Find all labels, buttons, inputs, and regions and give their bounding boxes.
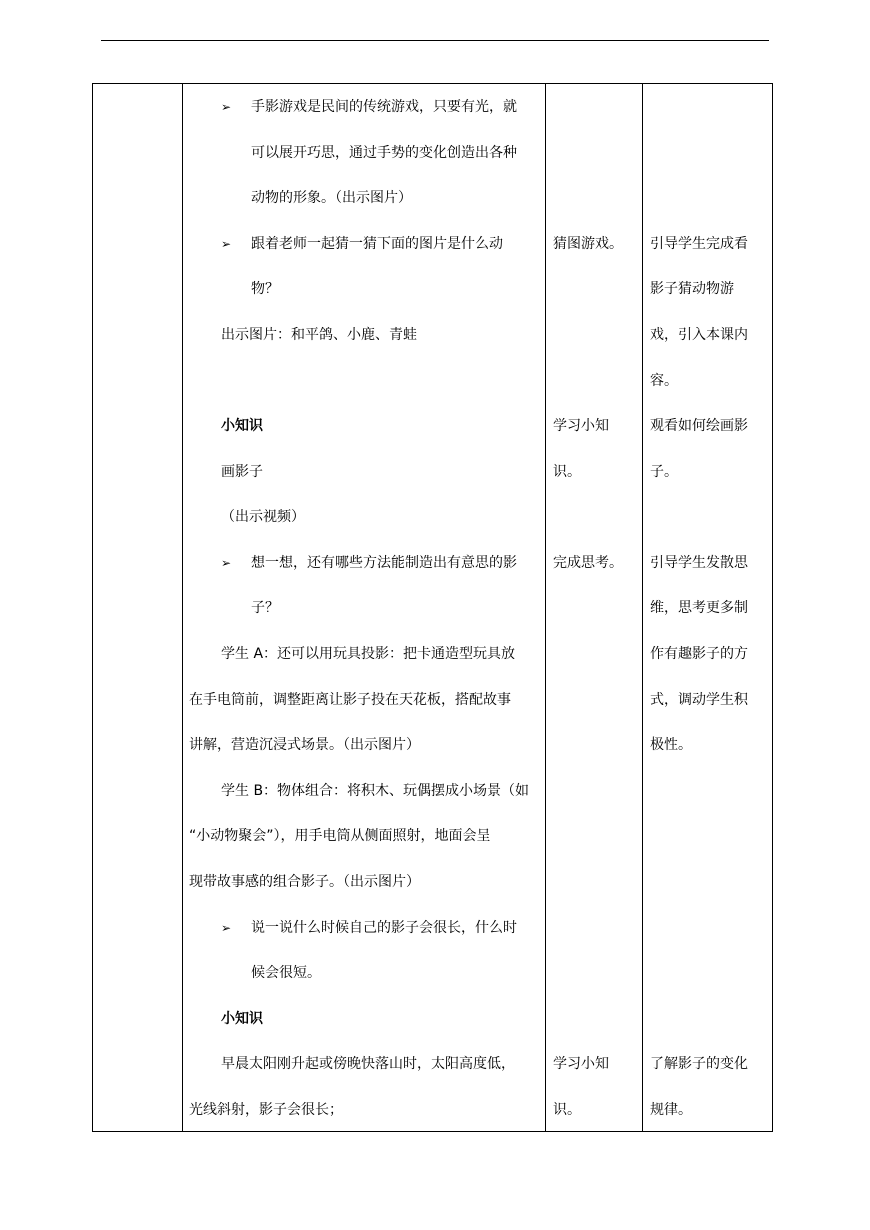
content-line: （出示视频） <box>221 509 305 525</box>
column-divider <box>642 84 643 1131</box>
content-line: 跟着老师一起猜一猜下面的图片是什么动 <box>251 236 503 252</box>
arrow-bullet-icon: ➢ <box>221 100 232 114</box>
header-rule <box>101 40 769 41</box>
content-line: 候会很短。 <box>251 965 321 981</box>
content-line: 现带故事感的组合影子。（出示图片） <box>189 874 420 890</box>
design-intent: 规律。 <box>650 1102 692 1118</box>
content-line: 出示图片：和平鸽、小鹿、青蛙 <box>221 327 417 343</box>
content-line: 学生 B：物体组合：将积木、玩偶摆成小场景（如 <box>221 783 530 799</box>
design-intent: 影子猜动物游 <box>650 281 734 297</box>
student-activity: 识。 <box>553 1102 581 1118</box>
content-line: 讲解，营造沉浸式场景。（出示图片） <box>189 737 420 753</box>
arrow-bullet-icon: ➢ <box>221 921 232 935</box>
design-intent: 维，思考更多制 <box>650 600 748 616</box>
design-intent: 式，调动学生积 <box>650 692 748 708</box>
student-activity: 识。 <box>553 464 581 480</box>
tip-heading: 小知识 <box>221 1011 263 1027</box>
content-line: 画影子 <box>221 464 263 480</box>
design-intent: 戏，引入本课内 <box>650 327 748 343</box>
student-activity: 完成思考。 <box>553 555 623 571</box>
design-intent: 作有趣影子的方 <box>650 646 748 662</box>
design-intent: 子。 <box>650 464 678 480</box>
content-line: 想一想，还有哪些方法能制造出有意思的影 <box>251 555 517 571</box>
content-line: 物？ <box>251 281 279 297</box>
student-activity: 学习小知 <box>553 418 609 434</box>
content-line: “小动物聚会”），用手电筒从侧面照射，地面会呈 <box>189 828 491 844</box>
content-line: 动物的形象。（出示图片） <box>251 190 412 206</box>
content-line: 可以展开巧思，通过手势的变化创造出各种 <box>251 145 517 161</box>
content-line: 早晨太阳刚升起或傍晚快落山时，太阳高度低， <box>221 1056 515 1072</box>
arrow-bullet-icon: ➢ <box>221 556 232 570</box>
design-intent: 观看如何绘画影 <box>650 418 748 434</box>
column-divider <box>545 84 546 1131</box>
design-intent: 引导学生完成看 <box>650 236 748 252</box>
content-line: 光线斜射，影子会很长； <box>189 1102 343 1118</box>
design-intent: 了解影子的变化 <box>650 1056 748 1072</box>
tip-heading: 小知识 <box>221 418 263 434</box>
content-line: 子？ <box>251 600 279 616</box>
student-activity: 猜图游戏。 <box>553 236 623 252</box>
student-activity: 学习小知 <box>553 1056 609 1072</box>
content-line: 说一说什么时候自己的影子会很长，什么时 <box>251 920 517 936</box>
content-line: 在手电筒前，调整距离让影子投在天花板，搭配故事 <box>189 692 511 708</box>
design-intent: 容。 <box>650 373 678 389</box>
content-line: 手影游戏是民间的传统游戏，只要有光，就 <box>251 99 517 115</box>
arrow-bullet-icon: ➢ <box>221 237 232 251</box>
column-divider <box>182 84 183 1131</box>
content-line: 学生 A：还可以用玩具投影：把卡通造型玩具放 <box>221 646 516 662</box>
design-intent: 引导学生发散思 <box>650 555 748 571</box>
design-intent: 极性。 <box>650 737 692 753</box>
